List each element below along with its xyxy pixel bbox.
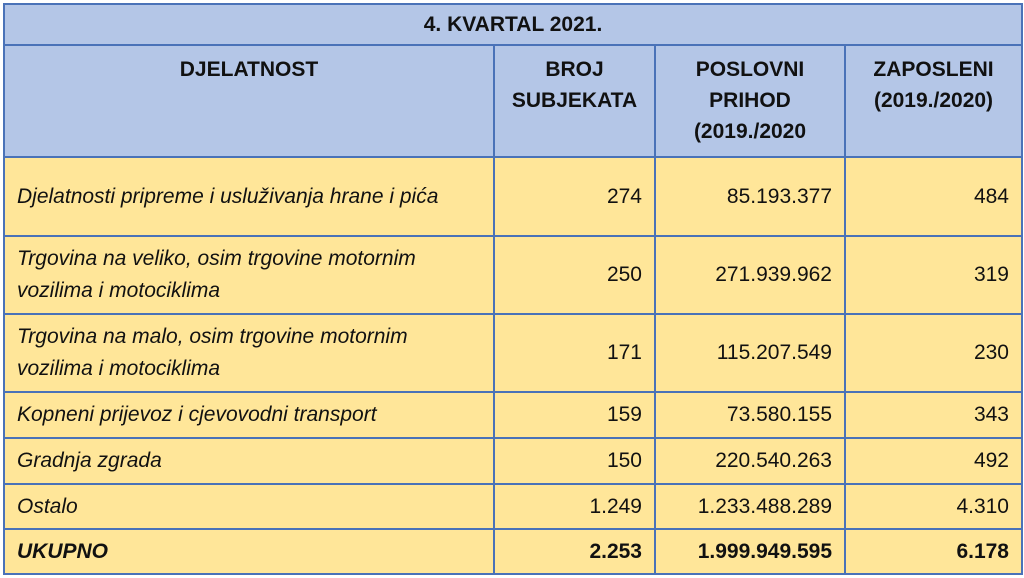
header-djelatnost: DJELATNOST: [4, 45, 494, 157]
row-name: Trgovina na malo, osim trgovine motornim vozilima i motociklima: [4, 314, 494, 392]
row-name: Ostalo: [4, 484, 494, 529]
table-title: 4. KVARTAL 2021.: [4, 4, 1022, 45]
total-row: [4, 529, 1022, 574]
table-row: [4, 236, 1022, 314]
header-poslovni-prihod: POSLOVNI PRIHOD (2019./2020: [655, 45, 845, 157]
table-row: [4, 438, 1022, 484]
row-revenue: 1.233.488.289: [655, 484, 845, 529]
table-row: [4, 484, 1022, 529]
row-revenue: 73.580.155: [655, 392, 845, 438]
row-revenue: 271.939.962: [655, 236, 845, 314]
total-employees: 6.178: [845, 529, 1022, 574]
row-employees: 319: [845, 236, 1022, 314]
row-employees: 4.310: [845, 484, 1022, 529]
table-row: [4, 392, 1022, 438]
row-revenue: 220.540.263: [655, 438, 845, 484]
row-count: 171: [494, 314, 655, 392]
row-count: 159: [494, 392, 655, 438]
row-employees: 343: [845, 392, 1022, 438]
row-count: 250: [494, 236, 655, 314]
row-revenue: 85.193.377: [655, 157, 845, 236]
total-count: 2.253: [494, 529, 655, 574]
total-name: UKUPNO: [4, 529, 494, 574]
row-employees: 484: [845, 157, 1022, 236]
row-employees: 230: [845, 314, 1022, 392]
row-count: 274: [494, 157, 655, 236]
title-row: [4, 4, 1022, 45]
header-row: [4, 45, 1022, 157]
header-broj-subjekata: BROJ SUBJEKATA: [494, 45, 655, 157]
row-name: Trgovina na veliko, osim trgovine motornim vozilima i motociklima: [4, 236, 494, 314]
row-name: Djelatnosti pripreme i usluživanja hrane i pića: [4, 157, 494, 236]
table-row: [4, 157, 1022, 236]
row-name: Kopneni prijevoz i cjevovodni transport: [4, 392, 494, 438]
header-zaposleni: ZAPOSLENI (2019./2020): [845, 45, 1022, 157]
total-revenue: 1.999.949.595: [655, 529, 845, 574]
statistics-table: [3, 3, 1023, 575]
row-revenue: 115.207.549: [655, 314, 845, 392]
row-name: Gradnja zgrada: [4, 438, 494, 484]
table-row: [4, 314, 1022, 392]
row-count: 1.249: [494, 484, 655, 529]
row-employees: 492: [845, 438, 1022, 484]
row-count: 150: [494, 438, 655, 484]
